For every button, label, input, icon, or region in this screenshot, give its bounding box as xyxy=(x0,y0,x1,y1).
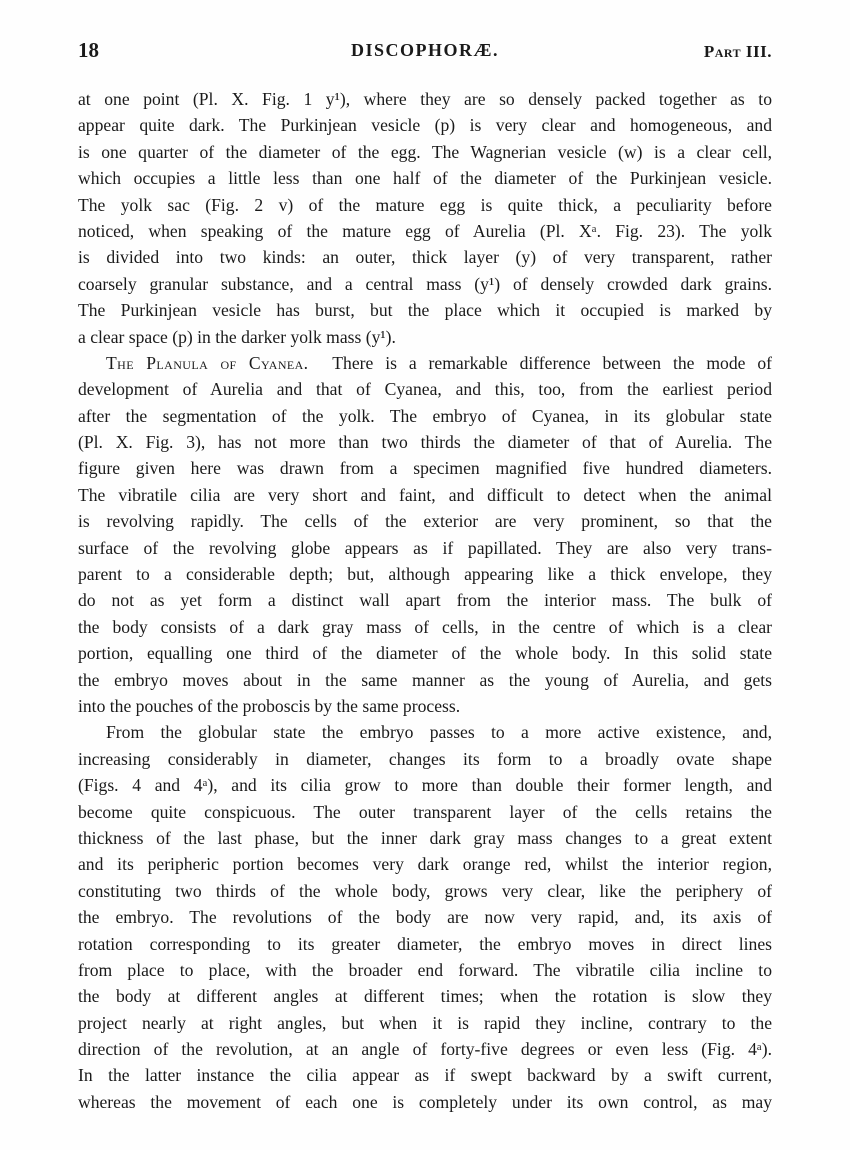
text-line: The yolk sac (Fig. 2 v) of the mature egg is quite thick, a peculiarity before xyxy=(78,194,772,215)
text-line: (Figs. 4 and 4ᵃ), and its cilia grow to more than double their former length, and xyxy=(78,775,772,796)
text-line: is revolving rapidly. The cells of the exterior are very prominent, so that the xyxy=(78,511,772,532)
text-line: From the globular state the embryo passes to a more active existence, and, xyxy=(106,722,772,743)
text-line: figure given here was drawn from a specimen magnified five hundred diameters. xyxy=(78,458,772,479)
section-heading: The Planula of Cyanea. xyxy=(106,352,309,373)
text-line: which occupies a little less than one half of the diameter of the Purkinjean vesicle. xyxy=(78,168,772,189)
text-line: the body at different angles at different times; when the rotation is slow they xyxy=(78,986,772,1007)
text-line: The Purkinjean vesicle has burst, but the place which it occupied is marked by xyxy=(78,300,772,321)
text-line: the body consists of a dark gray mass of cells, in the centre of which is a clear xyxy=(78,616,772,637)
text-line: project nearly at right angles, but when it is rapid they incline, contrary to the xyxy=(78,1012,772,1033)
text-line: appear quite dark. The Purkinjean vesicle (p) is very clear and homogeneous, and xyxy=(78,115,772,136)
text-line: direction of the revolution, at an angle of forty-five degrees or even less (Fig. 4ᵃ). xyxy=(78,1039,772,1060)
text-line: increasing considerably in diameter, changes its form to a broadly ovate shape xyxy=(78,748,772,769)
text-line: surface of the revolving globe appears as if papillated. They are also very trans- xyxy=(78,537,772,558)
text-line: into the pouches of the proboscis by the same process. xyxy=(78,695,461,716)
text-line: noticed, when speaking of the mature egg of Aurelia (Pl. Xᵃ. Fig. 23). The yolk xyxy=(78,220,772,241)
text-line: and its peripheric portion becomes very dark orange red, whilst the interior region, xyxy=(78,854,772,875)
text-line: In the latter instance the cilia appear as if swept backward by a swift current, xyxy=(78,1065,772,1086)
text-line: the embryo. The revolutions of the body are now very rapid, and, its axis of xyxy=(78,907,772,928)
text-line: a clear space (p) in the darker yolk mass (y¹). xyxy=(78,326,396,347)
text-line: whereas the movement of each one is completely under its own control, as may xyxy=(78,1091,772,1112)
text-line: thickness of the last phase, but the inner dark gray mass changes to a great extent xyxy=(78,827,772,848)
text-line: the embryo moves about in the same manner as the young of Aurelia, and gets xyxy=(78,669,772,690)
text-line: at one point (Pl. X. Fig. 1 y¹), where they are so densely packed together as to xyxy=(78,89,772,109)
text-line: The vibratile cilia are very short and faint, and difficult to detect when the animal xyxy=(78,484,772,505)
page-header xyxy=(78,38,772,72)
text-line: There is a remarkable difference between the mode of xyxy=(332,352,772,373)
text-line: is divided into two kinds: an outer, thick layer (y) of very transparent, rather xyxy=(78,247,772,268)
text-line: constituting two thirds of the whole body, grows very clear, like the periphery of xyxy=(78,880,772,901)
text-line: from place to place, with the broader end forward. The vibratile cilia incline to xyxy=(78,959,772,980)
part-label: Part III. xyxy=(703,42,772,61)
text-line: become quite conspicuous. The outer transparent layer of the cells retains the xyxy=(78,801,772,822)
text-line: parent to a considerable depth; but, although appearing like a thick envelope, they xyxy=(78,564,772,585)
body-text xyxy=(78,86,772,1115)
text-line: after the segmentation of the yolk. The embryo of Cyanea, in its globular state xyxy=(78,405,772,426)
text-line: is one quarter of the diameter of the egg. The Wagnerian vesicle (w) is a clear cell, xyxy=(78,141,772,162)
page-number: 18 xyxy=(78,38,99,62)
text-line: portion, equalling one third of the diameter of the whole body. In this solid state xyxy=(78,643,772,664)
running-title: DISCOPHORÆ. xyxy=(350,40,499,60)
text-line: development of Aurelia and that of Cyanea, and this, too, from the earliest period xyxy=(78,379,772,400)
text-line: (Pl. X. Fig. 3), has not more than two thirds the diameter of that of Aurelia. The xyxy=(78,432,772,453)
text-line: do not as yet form a distinct wall apart from the interior mass. The bulk of xyxy=(78,590,772,611)
section-first-line xyxy=(78,350,772,376)
text-line: rotation corresponding to its greater diameter, the embryo moves in direct lines xyxy=(78,933,772,954)
text-line: coarsely granular substance, and a central mass (y¹) of densely crowded dark grains. xyxy=(78,273,772,294)
